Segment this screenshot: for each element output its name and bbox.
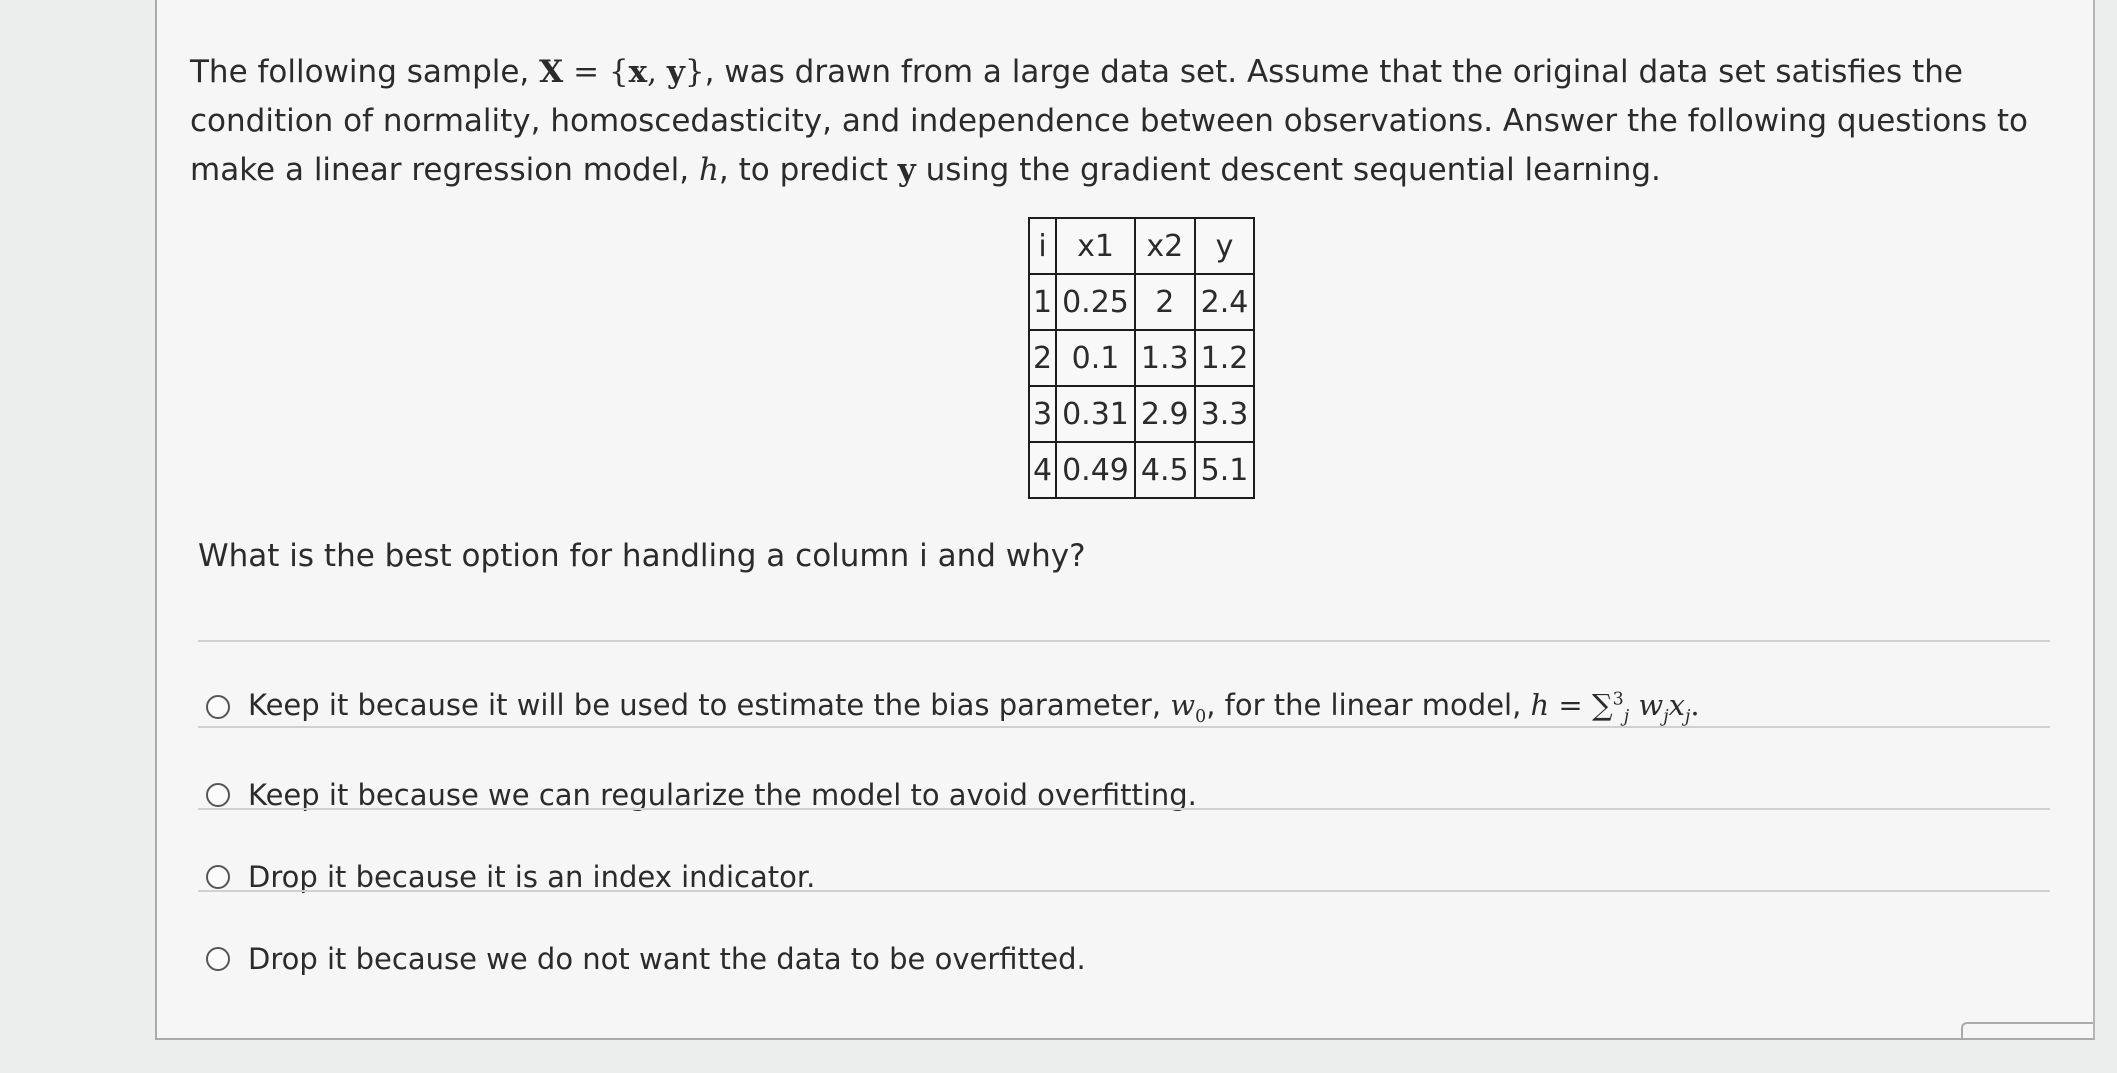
option-text: , for the linear model,: [1206, 688, 1531, 722]
cell-x2: 2: [1135, 274, 1195, 330]
header-x1: x1: [1056, 218, 1135, 274]
cell-i: 4: [1029, 442, 1056, 498]
prompt-text: The following sample,: [190, 54, 540, 90]
problem-statement: [190, 48, 2050, 195]
prompt-math: }: [684, 54, 705, 90]
formula-sum: = ∑: [1549, 688, 1613, 722]
option-keep-bias[interactable]: [206, 688, 1700, 727]
header-i: i: [1029, 218, 1056, 274]
cell-y: 5.1: [1195, 442, 1255, 498]
divider: [198, 890, 2050, 892]
prompt-math: ,: [647, 54, 667, 90]
table-row: [1029, 386, 1254, 442]
formula-x: x: [1668, 688, 1685, 722]
x-symbol: x: [628, 54, 648, 90]
radio-button[interactable]: [206, 783, 230, 807]
option-label: Keep it because we can regularize the model to avoid overfitting.: [248, 778, 1197, 812]
cell-y: 1.2: [1195, 330, 1255, 386]
option-drop-index[interactable]: [206, 860, 815, 894]
option-drop-overfit[interactable]: [206, 942, 1086, 976]
formula-w-subscript: j: [1663, 706, 1669, 727]
option-label: Drop it because it is an index indicator.: [248, 860, 816, 894]
sample-data-table: [1028, 217, 1255, 499]
sum-upper-limit: 3: [1612, 689, 1624, 710]
target-symbol: y: [897, 152, 916, 188]
sum-lower-limit: j: [1623, 706, 1630, 727]
table-row: [1029, 330, 1254, 386]
cell-y: 2.4: [1195, 274, 1255, 330]
cell-x1: 0.25: [1056, 274, 1135, 330]
dataset-symbol: X: [539, 54, 564, 90]
prompt-math: = {: [563, 54, 629, 90]
y-symbol: y: [666, 54, 685, 90]
next-tab-edge: [1961, 1022, 2093, 1038]
cell-x2: 1.3: [1135, 330, 1195, 386]
cell-i: 3: [1029, 386, 1056, 442]
option-label: Drop it because we do not want the data to be overfitted.: [248, 942, 1086, 976]
formula-period: .: [1690, 688, 1700, 722]
cell-x2: 2.9: [1135, 386, 1195, 442]
cell-x1: 0.49: [1056, 442, 1135, 498]
prompt-text: , to predict: [718, 152, 898, 188]
formula-h: h: [1530, 688, 1550, 722]
bias-symbol: w: [1170, 688, 1196, 722]
header-y: y: [1195, 218, 1255, 274]
header-x2: x2: [1135, 218, 1195, 274]
cell-y: 3.3: [1195, 386, 1255, 442]
radio-button[interactable]: [206, 695, 230, 719]
option-text: Keep it because it will be used to estimate the bias parameter,: [248, 688, 1171, 722]
table-row: [1029, 442, 1254, 498]
radio-button[interactable]: [206, 947, 230, 971]
cell-x2: 4.5: [1135, 442, 1195, 498]
cell-x1: 0.31: [1056, 386, 1135, 442]
cell-i: 2: [1029, 330, 1056, 386]
prompt-text: , was drawn from a large data set. Assume that the original data set satisfies the condition of normality, homoscedasticity, and independence between observations. Answer the following questions to make a linear regression model,: [190, 54, 2028, 188]
question-text: What is the best option for handling a column i and why?: [198, 538, 1086, 574]
cell-x1: 0.1: [1056, 330, 1135, 386]
radio-button[interactable]: [206, 865, 230, 889]
option-keep-regularize[interactable]: [206, 778, 1197, 812]
formula-w: w: [1629, 688, 1664, 722]
model-symbol: h: [698, 152, 719, 188]
bias-subscript: 0: [1195, 706, 1207, 727]
table-row: [1029, 274, 1254, 330]
divider: [198, 640, 2050, 642]
prompt-text: using the gradient descent sequential learning.: [915, 152, 1661, 188]
table-header-row: [1029, 218, 1254, 274]
formula-x-subscript: j: [1684, 706, 1691, 727]
divider: [198, 808, 2050, 810]
option-label: [248, 688, 1700, 727]
cell-i: 1: [1029, 274, 1056, 330]
divider: [198, 726, 2050, 728]
